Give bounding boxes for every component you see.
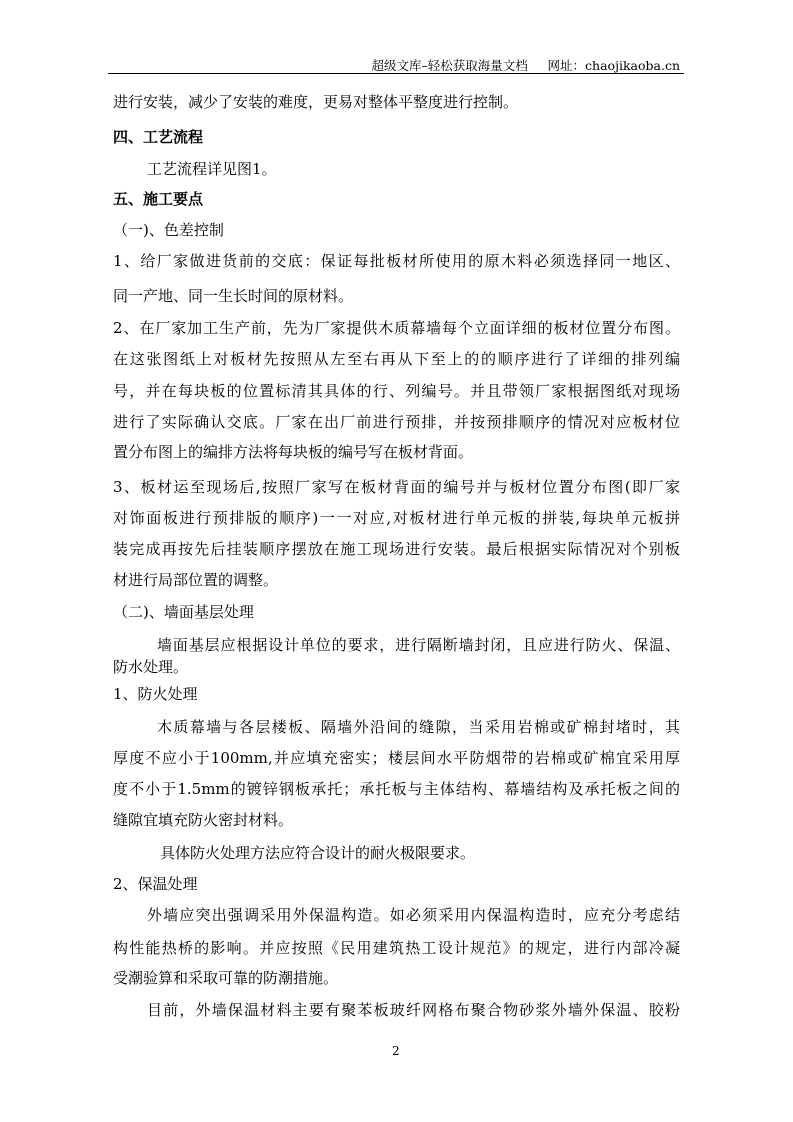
paragraph-line: 度不小于1.5mm的镀锌钢板承托；承托板与主体结构、幕墙结构及承托板之间的 [113,780,680,798]
paragraph-line: 置分布图上的编排方法将每块板的编号写在板材背面。 [113,443,474,461]
page-header: 超级文库–轻松获取海量文档 网址：chaojikaoba.cn [371,58,680,73]
paragraph-line: 厚度不应小于100mm,并应填充密实；楼层间水平防烟带的岩棉或矿棉宜采用厚 [113,749,680,767]
paragraph-line: 缝隙宜填充防火密封材料。 [113,811,294,829]
paragraph-line: 同一产地、同一生长时间的原材料。 [113,287,354,305]
paragraph-line: 木质幕墙与各层楼板、隔墙外沿间的缝隙，当采用岩棉或矿棉封堵时，其 [157,718,680,736]
subsection-heading: （二)、墙面基层处理 [113,603,254,621]
subsection-heading: 2、保温处理 [113,875,198,893]
paragraph-line: 材进行局部位置的调整。 [113,571,279,589]
paragraph-line: 构性能热桥的影响。并应按照《民用建筑热工设计规范》的规定，进行内部冷凝 [113,939,680,957]
paragraph-line: 在这张图纸上对板材先按照从左至右再从下至上的的顺序进行了详细的排列编 [113,350,680,368]
paragraph-line: 号，并在每块板的位置标清其具体的行、列编号。并且带领厂家根据图纸对现场 [113,382,680,400]
paragraph-line: 进行了实际确认交底。厂家在出厂前进行预排，并按预排顺序的情况对应板材位 [113,413,680,431]
paragraph-line: 墙面基层应根据设计单位的要求，进行隔断墙封闭，且应进行防火、保温、 [157,636,680,654]
paragraph-line: 具体防火处理方法应符合设计的耐火极限要求。 [160,844,476,862]
paragraph-line: 装完成再按先后挂装顺序摆放在施工现场进行安装。最后根据实际情况对个别板 [113,540,680,558]
paragraph-line: 受潮验算和采取可靠的防潮措施。 [113,969,339,987]
paragraph-line: 进行安装，减少了安装的难度，更易对整体平整度进行控制。 [113,93,519,111]
paragraph-line: 对饰面板进行预排版的顺序)一一对应,对板材进行单元板的拼装,每块单元板拼 [113,509,680,527]
subsection-heading: 1、防火处理 [113,685,198,703]
subsection-heading: （一)、色差控制 [113,221,224,239]
header-rule [108,73,684,74]
page-number: 2 [392,1044,400,1058]
paragraph-line: 外墙应突出强调采用外保温构造。如必须采用内保温构造时，应充分考虑结 [147,906,680,924]
paragraph-line: 3、板材运至现场后,按照厂家写在板材背面的编号并与板材位置分布图(即厂家 [113,478,680,496]
section-heading: 四、工艺流程 [113,128,204,146]
section-heading: 五、施工要点 [113,190,204,208]
paragraph-line: 工艺流程详见图1。 [147,160,277,178]
paragraph-line: 目前，外墙保温材料主要有聚苯板玻纤网格布聚合物砂浆外墙外保温、胶粉 [147,1001,680,1019]
paragraph-line: 防水处理。 [113,658,189,676]
paragraph-line: 2、在厂家加工生产前，先为厂家提供木质幕墙每个立面详细的板材位置分布图。 [113,319,680,337]
paragraph-line: 1、给厂家做进货前的交底：保证每批板材所使用的原木料必须选择同一地区、 [113,252,680,270]
